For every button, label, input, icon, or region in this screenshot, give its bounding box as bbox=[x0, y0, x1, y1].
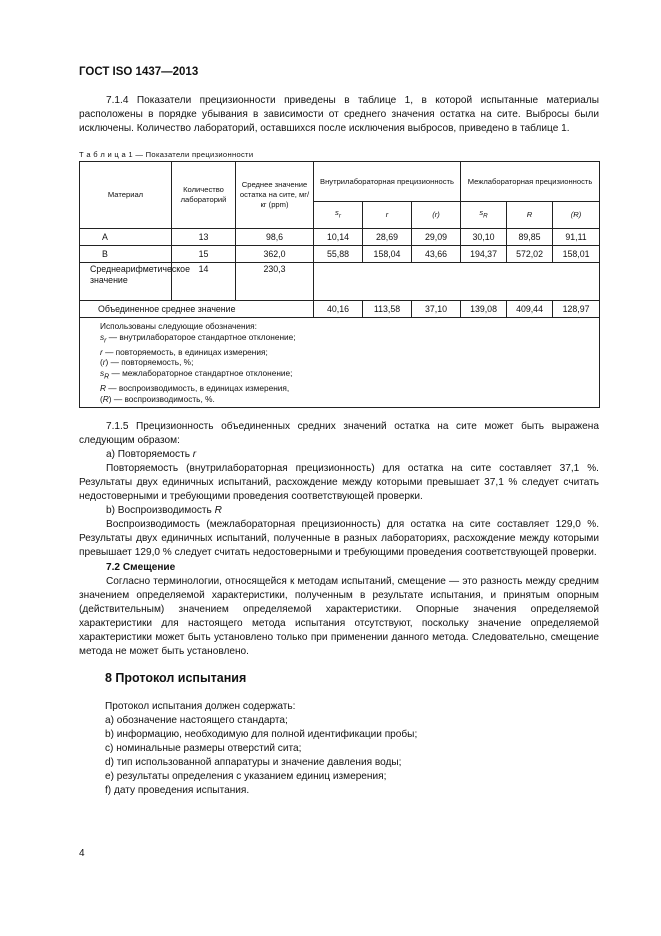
list-item: а) обозначение настоящего стандарта; bbox=[105, 715, 288, 726]
note-line: r — повторяемость, в единицах измерения; bbox=[100, 346, 268, 357]
list-item: d) тип использованной аппаратуры и значение давления воды; bbox=[105, 757, 402, 768]
header-material: Материал bbox=[80, 162, 172, 229]
cell-sr: 40,16 bbox=[314, 301, 363, 318]
header-r-pct: (r) bbox=[412, 202, 461, 229]
header-sR: $s_R$ bbox=[461, 202, 507, 229]
header-mean: Среднее значение остатка на сите, мг/кг (ppm) bbox=[236, 162, 314, 229]
note-line: $s_R$ — межлабораторное стандартное отклонение; bbox=[100, 368, 293, 381]
table-row-mean bbox=[80, 263, 600, 301]
cell-mean: 98,6 bbox=[236, 229, 314, 246]
cell-sR: 194,37 bbox=[461, 246, 507, 263]
cell-r: 28,69 bbox=[363, 229, 412, 246]
section-7-2-title: 7.2 Смещение bbox=[106, 562, 176, 573]
cell-labs: 13 bbox=[172, 229, 236, 246]
precision-table bbox=[79, 161, 600, 408]
cell-mean: 230,3 bbox=[236, 263, 314, 301]
notes-intro: Использованы следующие обозначения: bbox=[100, 321, 257, 331]
note-line: R — воспроизводимость, в единицах измерения, bbox=[100, 383, 290, 394]
cell-material: B bbox=[80, 246, 172, 263]
cell-R-pct: 158,01 bbox=[553, 246, 600, 263]
cell-sR: 30,10 bbox=[461, 229, 507, 246]
header-labs: Количество лабораторий bbox=[172, 162, 236, 229]
cell-labs: 15 bbox=[172, 246, 236, 263]
cell-sr: 55,88 bbox=[314, 246, 363, 263]
paragraph-7-1-5: 7.1.5 Прецизионность объединенных средних значений остатка на сите может быть выражена следующим образом: bbox=[79, 421, 599, 446]
item-b-text: Воспроизводимость (межлабораторная прецизионность) для остатка на сите составляет 129,0 %. Результаты двух единичных испытаний, полученные в разных лабораториях, расхождение между которыми превышает 129,0 % следует считать недостоверными и требующими проведения соответствующей проверки. bbox=[79, 519, 599, 558]
table-notes bbox=[80, 318, 600, 408]
cell-R-pct: 128,97 bbox=[553, 301, 600, 318]
header-sr: $s_r$ bbox=[314, 202, 363, 229]
cell-r: 158,04 bbox=[363, 246, 412, 263]
list-item: e) результаты определения с указанием единиц измерения; bbox=[105, 771, 387, 782]
cell-labs: 14 bbox=[172, 263, 236, 301]
cell-r-pct: 37,10 bbox=[412, 301, 461, 318]
cell-empty bbox=[314, 263, 600, 301]
item-a-heading: а) Повторяемость r bbox=[106, 449, 197, 460]
table-row bbox=[80, 229, 600, 246]
table-notes-row bbox=[80, 318, 600, 408]
item-a-text: Повторяемость (внутрилабораторная прецизионность) для остатка на сите составляет 37,1 %. Результаты двух единичных испытаний, расхождение между которыми превышает 37,1 % следует считать недостоверными и требующими проведения соответствующей проверки. bbox=[79, 463, 599, 502]
paragraph-7-1-4-text: 7.1.4 Показатели прецизионности приведены в таблице 1, в которой испытанные материалы расположены в порядке убывания в зависимости от среднего значения остатка на сите. Выбросы были исключены. Количество лабораторий, оставшихся после исключения выбросов, приведено в таблице 1. bbox=[79, 95, 599, 134]
cell-R: 89,85 bbox=[507, 229, 553, 246]
table-caption: Т а б л и ц а 1 — Показатели прецизионности bbox=[79, 150, 254, 159]
cell-material: A bbox=[80, 229, 172, 246]
header-intra: Внутрилабораторная прецизионность bbox=[314, 162, 461, 202]
page-number: 4 bbox=[79, 848, 85, 859]
section-8-content bbox=[105, 700, 599, 798]
cell-R: 409,44 bbox=[507, 301, 553, 318]
cell-R: 572,02 bbox=[507, 246, 553, 263]
cell-combined-label: Объединенное среднее значение bbox=[80, 301, 314, 318]
section-7-2-text: Согласно терминологии, относящейся к методам испытаний, смещение — это разность между средним значением определяемой характеристики, полученным в результате испытания, и принятым опорным (действительным) значением определяемой характеристики. Опорные значения определяемой характеристики для настоящего метода испытания отсутствуют, поскольку значение определяемой характеристики может быть установлено только при применении данного метода. Следовательно, смещение метода не может быть установлено. bbox=[79, 576, 599, 657]
item-b-heading: b) Воспроизводимость R bbox=[106, 505, 222, 516]
cell-sr: 10,14 bbox=[314, 229, 363, 246]
cell-r: 113,58 bbox=[363, 301, 412, 318]
section-8-title: 8 Протокол испытания bbox=[105, 671, 247, 685]
list-item: f) дату проведения испытания. bbox=[105, 785, 250, 796]
cell-r-pct: 29,09 bbox=[412, 229, 461, 246]
table-row bbox=[80, 246, 600, 263]
list-item: c) номинальные размеры отверстий сита; bbox=[105, 743, 302, 754]
list-item: b) информацию, необходимую для полной идентификации пробы; bbox=[105, 729, 418, 740]
header-R: R bbox=[507, 202, 553, 229]
cell-mean-label: Среднеарифметическое значение bbox=[80, 263, 172, 301]
section-7-1-5 bbox=[79, 420, 599, 659]
paragraph-7-1-4 bbox=[79, 94, 599, 136]
note-line: $s_r$ — внутрилабораторое стандартное отклонение; bbox=[100, 331, 296, 345]
table-row-combined bbox=[80, 301, 600, 318]
cell-sR: 139,08 bbox=[461, 301, 507, 318]
cell-R-pct: 91,11 bbox=[553, 229, 600, 246]
note-line: (R) — воспроизводимость, %. bbox=[100, 393, 215, 404]
note-line: (r) — повторяемость, %; bbox=[100, 357, 194, 368]
cell-mean: 362,0 bbox=[236, 246, 314, 263]
header-r: r bbox=[363, 202, 412, 229]
header-R-pct: (R) bbox=[553, 202, 600, 229]
section-8-intro: Протокол испытания должен содержать: bbox=[105, 701, 296, 712]
document-header: ГОСТ ISO 1437—2013 bbox=[79, 66, 199, 78]
cell-r-pct: 43,66 bbox=[412, 246, 461, 263]
header-inter: Межлабораторная прецизионность bbox=[461, 162, 600, 202]
